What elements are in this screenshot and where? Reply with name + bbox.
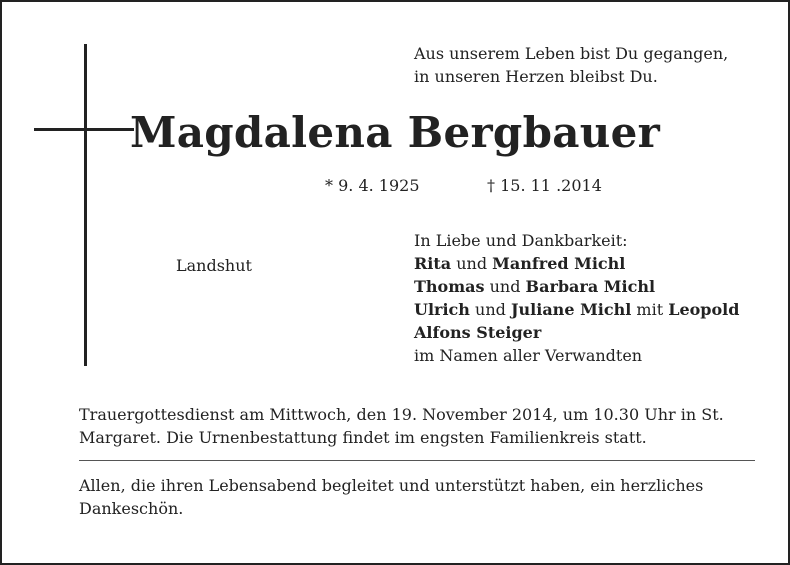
- mourner-name: Rita: [414, 254, 452, 273]
- mourner-name: Barbara Michl: [525, 277, 656, 296]
- mourner-line-2: [414, 275, 739, 298]
- mourner-name: Leopold: [668, 300, 740, 319]
- memorial-quote: [414, 42, 728, 88]
- place-name: Landshut: [176, 256, 252, 275]
- birth-date: * 9. 4. 1925: [325, 176, 420, 195]
- divider: [79, 460, 755, 461]
- thanks-message: Allen, die ihren Lebensabend begleitet und unterstützt haben, ein herzliches Dankeschön.: [79, 476, 704, 518]
- mourner-name: Ulrich: [414, 300, 470, 319]
- quote-line-2: in unseren Herzen bleibst Du.: [414, 67, 658, 86]
- service-announcement: Trauergottesdienst am Mittwoch, den 19. November 2014, um 10.30 Uhr in St. Margaret. Die Urnenbestattung findet im engsten Familienkreis statt.: [79, 405, 724, 447]
- deceased-name: Magdalena Bergbauer: [129, 108, 661, 157]
- mourners-list: [414, 229, 739, 367]
- mourners-closing: im Namen aller Verwandten: [414, 346, 643, 365]
- mourner-line-1: [414, 252, 739, 275]
- mourner-name: Thomas: [414, 277, 485, 296]
- mourners-heading: In Liebe und Dankbarkeit:: [414, 231, 628, 250]
- mourner-conj: und: [451, 254, 493, 273]
- mourner-conj: und: [469, 300, 511, 319]
- death-date: † 15. 11 .2014: [487, 176, 602, 195]
- mourner-name: Juliane Michl: [510, 300, 632, 319]
- mourner-conj: und: [484, 277, 526, 296]
- mourner-conj: mit: [631, 300, 669, 319]
- mourner-line-3: [414, 298, 739, 321]
- quote-line-1: Aus unserem Leben bist Du gegangen,: [414, 44, 729, 63]
- mourner-line-4: Alfons Steiger: [414, 323, 542, 342]
- mourner-name: Manfred Michl: [492, 254, 626, 273]
- cross-icon-vertical: [84, 44, 87, 366]
